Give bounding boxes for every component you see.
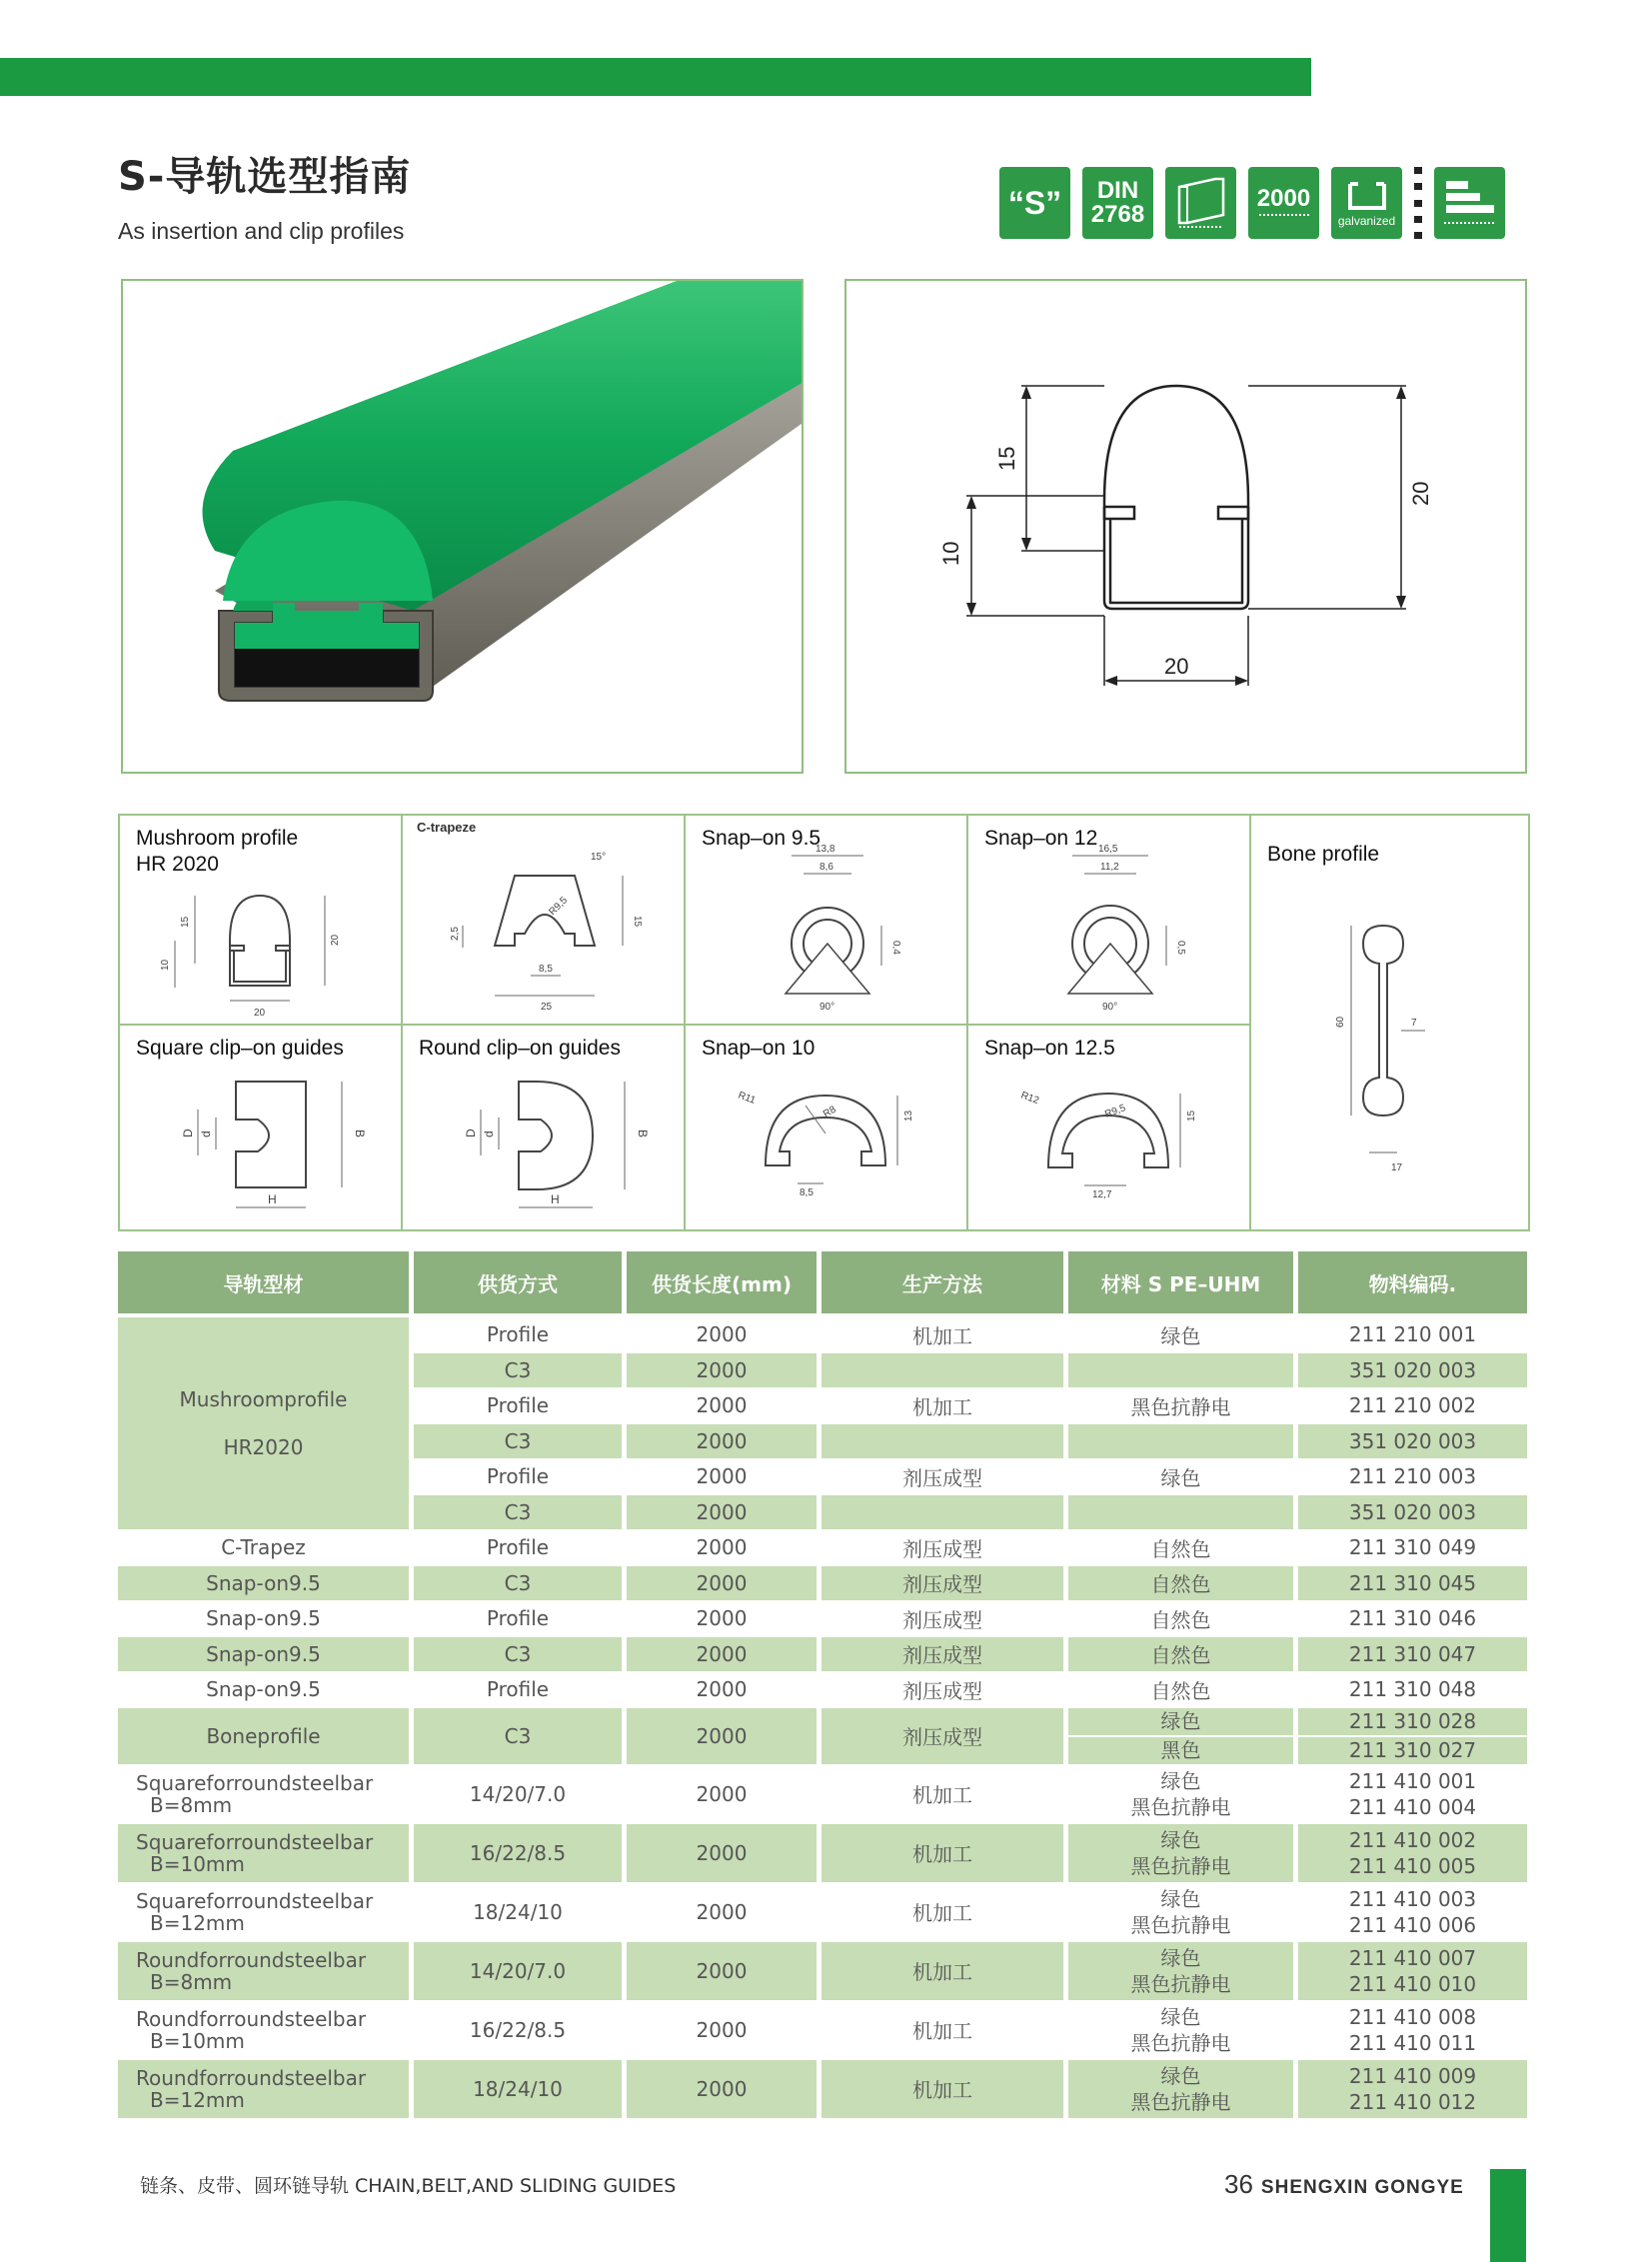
dim-text: 90° bbox=[1102, 1002, 1118, 1013]
table-cell: 18/24/10 bbox=[414, 1883, 627, 1942]
table-cell: 14/20/7.0 bbox=[414, 1942, 627, 2001]
dim-text: 25 bbox=[541, 1002, 553, 1013]
table-cell: 2000 bbox=[627, 1883, 822, 1942]
cell-text: 黑色抗静电 bbox=[1130, 2089, 1231, 2114]
table-cell: Profile bbox=[414, 1672, 627, 1708]
cell-text: Roundforroundsteelbar bbox=[136, 2065, 367, 2090]
table-cell: 2000 bbox=[627, 1708, 822, 1765]
table-cell bbox=[1298, 1942, 1527, 2001]
profile-cell-snap-on-9-5 bbox=[686, 816, 968, 1026]
dim-text: H bbox=[551, 1192, 560, 1206]
dim-text: 13,8 bbox=[816, 844, 835, 855]
table-cell: 绿色 bbox=[1068, 1459, 1298, 1495]
dim-text: 11,2 bbox=[1100, 862, 1119, 873]
table-cell: C3 bbox=[414, 1424, 627, 1460]
col-header: 物料编码. bbox=[1298, 1251, 1527, 1317]
table-cell: Boneprofile bbox=[118, 1708, 414, 1765]
profile-cell-snap-on-10 bbox=[686, 1026, 968, 1229]
cell-text: B=12mm bbox=[150, 2087, 245, 2112]
profile-label: Mushroom profile bbox=[136, 827, 299, 850]
table-cell: 2000 bbox=[627, 1942, 822, 2001]
col-header: 生产方法 bbox=[822, 1251, 1068, 1317]
table-cell: 黑色抗静电 bbox=[1068, 1388, 1298, 1424]
technical-drawing bbox=[844, 279, 1527, 774]
table-cell: 机加工 bbox=[822, 1317, 1068, 1353]
col-header: 材料 S PE–UHM bbox=[1068, 1251, 1298, 1317]
table-cell: 绿色 bbox=[1068, 1317, 1298, 1353]
spec-table bbox=[118, 1251, 1527, 2119]
table-row bbox=[118, 1317, 1527, 1353]
table-cell: Snap-on9.5 bbox=[118, 1672, 414, 1708]
table-cell bbox=[118, 1765, 414, 1824]
dim-text: 20 bbox=[330, 934, 341, 946]
dim-text: H bbox=[268, 1192, 277, 1206]
profile-cell-snap-on-12 bbox=[968, 816, 1251, 1026]
table-cell bbox=[1068, 2001, 1298, 2060]
table-cell: 机加工 bbox=[822, 1942, 1068, 2001]
dim-text: R9,5 bbox=[547, 895, 571, 919]
table-cell: 剂压成型 bbox=[822, 1637, 1068, 1673]
profile-cell-c-trapeze bbox=[403, 816, 686, 1026]
profile-label: Bone profile bbox=[1267, 843, 1380, 866]
page-number: 36 bbox=[1224, 2169, 1253, 2199]
table-cell: 自然色 bbox=[1068, 1530, 1298, 1566]
table-cell bbox=[822, 1495, 1068, 1531]
table-cell: 2000 bbox=[627, 1353, 822, 1389]
profile-label-2: HR 2020 bbox=[136, 853, 219, 876]
table-cell: 2000 bbox=[627, 1672, 822, 1708]
table-cell bbox=[1298, 1883, 1527, 1942]
table-cell bbox=[118, 1883, 414, 1942]
dim-text: 13 bbox=[903, 1110, 914, 1122]
product-photo bbox=[121, 279, 804, 774]
dim-text: R12 bbox=[1018, 1090, 1040, 1108]
cell-text: B=10mm bbox=[150, 2028, 245, 2053]
profile-label: C-trapeze bbox=[417, 820, 477, 835]
cell-text: HR2020 bbox=[223, 1435, 304, 1459]
table-cell: 211 210 001 bbox=[1298, 1317, 1527, 1353]
cell-text: 211 410 001 bbox=[1348, 1768, 1477, 1793]
table-cell: 机加工 bbox=[822, 1883, 1068, 1942]
table-cell: Profile bbox=[414, 1601, 627, 1637]
cell-text: 211 410 009 bbox=[1348, 2063, 1477, 2088]
cell-text: 绿色 bbox=[1160, 1827, 1201, 1852]
dim-text: d bbox=[482, 1131, 496, 1137]
table-cell bbox=[1068, 1765, 1298, 1824]
dim-text: 2,5 bbox=[450, 927, 461, 941]
footer-page-info bbox=[1224, 2169, 1464, 2200]
dim-text: 20 bbox=[254, 1008, 266, 1019]
cell-text: 211 410 007 bbox=[1348, 1945, 1477, 1970]
profile-label: Snap–on 12.5 bbox=[984, 1037, 1115, 1060]
table-row bbox=[118, 1765, 1527, 1824]
profile-grid bbox=[118, 814, 1530, 1231]
mushroom-cell bbox=[118, 1317, 414, 1530]
table-cell bbox=[118, 2001, 414, 2060]
table-cell: 2000 bbox=[627, 1317, 822, 1353]
table-cell: 16/22/8.5 bbox=[414, 1824, 627, 1883]
table-cell bbox=[1068, 1495, 1298, 1531]
table-cell bbox=[822, 1424, 1068, 1460]
table-row bbox=[118, 1824, 1527, 1883]
table-cell: C3 bbox=[414, 1353, 627, 1389]
table-cell: C-Trapez bbox=[118, 1530, 414, 1566]
table-cell: 351 020 003 bbox=[1298, 1353, 1527, 1389]
table-cell: 2000 bbox=[627, 1530, 822, 1566]
table-cell: C3 bbox=[414, 1495, 627, 1531]
cell-text: 211 410 010 bbox=[1348, 1971, 1477, 1996]
table-cell bbox=[1068, 2060, 1298, 2119]
table-cell: 2000 bbox=[627, 1424, 822, 1460]
table-cell: 剂压成型 bbox=[822, 1530, 1068, 1566]
table-cell bbox=[1298, 1765, 1527, 1824]
dim-text: 7 bbox=[1411, 1018, 1417, 1029]
table-cell bbox=[1068, 1353, 1298, 1389]
table-row bbox=[118, 2060, 1527, 2119]
table-cell: 剂压成型 bbox=[822, 1601, 1068, 1637]
table-cell: 2000 bbox=[627, 1566, 822, 1602]
table-cell: Snap-on9.5 bbox=[118, 1566, 414, 1602]
table-cell: 2000 bbox=[627, 1495, 822, 1531]
table-cell: Snap-on9.5 bbox=[118, 1637, 414, 1673]
dim-text: B bbox=[353, 1130, 367, 1138]
table-row bbox=[118, 1601, 1527, 1637]
cell-text: B=10mm bbox=[150, 1851, 245, 1876]
table-cell: 剂压成型 bbox=[822, 1672, 1068, 1708]
profile-label: Round clip–on guides bbox=[419, 1037, 621, 1060]
stacked-lengths-icon bbox=[1434, 167, 1505, 239]
profile-label: Snap–on 12 bbox=[984, 827, 1098, 850]
table-header-row bbox=[118, 1251, 1527, 1317]
table-cell bbox=[118, 1824, 414, 1883]
table-cell bbox=[118, 1942, 414, 2001]
cell-text: Mushroomprofile bbox=[179, 1387, 348, 1411]
dim-text: 10 bbox=[160, 959, 171, 971]
cell-text: 211 410 005 bbox=[1348, 1853, 1477, 1878]
table-cell bbox=[1298, 2060, 1527, 2119]
table-cell: 211 310 047 bbox=[1298, 1637, 1527, 1673]
table-row bbox=[118, 1530, 1527, 1566]
din-badge: DIN 2768 bbox=[1082, 167, 1153, 239]
cell-text: 211 410 008 bbox=[1348, 2004, 1477, 2029]
page-subtitle: As insertion and clip profiles bbox=[118, 218, 405, 244]
table-cell: 211 310 048 bbox=[1298, 1672, 1527, 1708]
table-cell bbox=[822, 1353, 1068, 1389]
table-row bbox=[118, 1883, 1527, 1942]
table-cell: 16/22/8.5 bbox=[414, 2001, 627, 2060]
cell-text: 绿色 bbox=[1160, 1886, 1201, 1911]
profile-label: Snap–on 9.5 bbox=[702, 827, 822, 850]
col-header: 导轨型材 bbox=[118, 1251, 414, 1317]
dim-text: 17 bbox=[1391, 1162, 1403, 1173]
table-cell: 机加工 bbox=[822, 1388, 1068, 1424]
dim-text: d bbox=[199, 1131, 213, 1137]
table-cell: 2000 bbox=[627, 1765, 822, 1824]
cell-text: 211 310 028 bbox=[1298, 1708, 1527, 1737]
dim-text: 15 bbox=[180, 916, 191, 928]
brand-name: SHENGXIN GONGYE bbox=[1260, 2177, 1464, 2198]
table-cell: 2000 bbox=[627, 2060, 822, 2119]
table-cell: 351 020 003 bbox=[1298, 1424, 1527, 1460]
table-cell bbox=[1298, 2001, 1527, 2060]
profile-cell-round-clip-on bbox=[403, 1026, 686, 1229]
table-cell: Profile bbox=[414, 1388, 627, 1424]
table-cell: 2000 bbox=[627, 1601, 822, 1637]
table-cell bbox=[118, 2060, 414, 2119]
dim-text: R11 bbox=[736, 1090, 758, 1107]
cell-text: 黑色 bbox=[1160, 1737, 1201, 1762]
dim-text: D bbox=[464, 1129, 478, 1137]
table-cell: 剂压成型 bbox=[822, 1459, 1068, 1495]
dim-text: 8,5 bbox=[539, 964, 553, 975]
cell-text: 绿色 bbox=[1160, 2063, 1201, 2088]
dim-text: 90° bbox=[820, 1002, 835, 1013]
cell-text: 211 410 002 bbox=[1348, 1827, 1477, 1852]
dim-text: 12,7 bbox=[1092, 1189, 1112, 1200]
footer-caption: 链条、皮带、圆环链导轨 CHAIN,BELT,AND SLIDING GUIDES bbox=[140, 2175, 677, 2197]
dim-10: 10 bbox=[938, 541, 963, 566]
dim-15: 15 bbox=[994, 446, 1019, 471]
dim-20-height: 20 bbox=[1408, 481, 1433, 506]
table-row bbox=[118, 1566, 1527, 1602]
dim-text: 60 bbox=[1335, 1016, 1346, 1028]
table-cell: 14/20/7.0 bbox=[414, 1765, 627, 1824]
cell-text: Roundforroundsteelbar bbox=[136, 2006, 367, 2031]
table-cell: 自然色 bbox=[1068, 1672, 1298, 1708]
cell-text: 绿色 bbox=[1068, 1708, 1293, 1737]
cell-text: B=8mm bbox=[150, 1792, 233, 1817]
table-cell: 剂压成型 bbox=[822, 1708, 1068, 1765]
table-cell: 自然色 bbox=[1068, 1637, 1298, 1673]
cell-text: 211 310 027 bbox=[1348, 1737, 1477, 1762]
cell-text: B=12mm bbox=[150, 1910, 245, 1935]
table-cell: 2000 bbox=[627, 1824, 822, 1883]
cell-text: Squareforroundsteelbar bbox=[136, 1770, 374, 1795]
table-row bbox=[118, 1942, 1527, 2001]
dim-text: 8,5 bbox=[800, 1187, 814, 1198]
dim-text: 15 bbox=[632, 916, 643, 928]
table-cell bbox=[1298, 1708, 1527, 1765]
dim-text: B bbox=[636, 1130, 650, 1138]
table-cell: Profile bbox=[414, 1530, 627, 1566]
table-cell: 351 020 003 bbox=[1298, 1495, 1527, 1531]
cell-text: 黑色抗静电 bbox=[1130, 1853, 1231, 1878]
table-cell: 2000 bbox=[627, 1388, 822, 1424]
s-profile-badge: “S” bbox=[999, 167, 1070, 239]
table-cell: 机加工 bbox=[822, 2060, 1068, 2119]
table-cell bbox=[1068, 1883, 1298, 1942]
table-cell: 2000 bbox=[627, 1637, 822, 1673]
profile-label: Square clip–on guides bbox=[136, 1037, 344, 1060]
table-cell: 211 310 049 bbox=[1298, 1530, 1527, 1566]
table-cell: Profile bbox=[414, 1459, 627, 1495]
cell-text: 绿色 bbox=[1160, 1945, 1201, 1970]
table-cell: 211 210 002 bbox=[1298, 1388, 1527, 1424]
dim-text: R8 bbox=[822, 1104, 838, 1121]
table-cell bbox=[1068, 1708, 1298, 1765]
table-cell: 211 310 046 bbox=[1298, 1601, 1527, 1637]
dim-text: R9,5 bbox=[1103, 1103, 1127, 1121]
page-title: S-导轨选型指南 bbox=[118, 154, 412, 200]
table-cell: C3 bbox=[414, 1637, 627, 1673]
table-row bbox=[118, 1672, 1527, 1708]
cell-text: 黑色抗静电 bbox=[1130, 1971, 1231, 1996]
profile-cell-mushroom bbox=[120, 816, 403, 1026]
cell-text: 211 410 012 bbox=[1348, 2089, 1477, 2114]
cell-text: 211 410 003 bbox=[1348, 1886, 1477, 1911]
table-cell: 自然色 bbox=[1068, 1566, 1298, 1602]
table-cell: 机加工 bbox=[822, 1824, 1068, 1883]
table-cell: 2000 bbox=[627, 1459, 822, 1495]
profile-label: Snap–on 10 bbox=[702, 1037, 816, 1060]
table-cell: 自然色 bbox=[1068, 1601, 1298, 1637]
table-cell: Profile bbox=[414, 1317, 627, 1353]
cell-text: 211 410 004 bbox=[1348, 1794, 1477, 1819]
table-row bbox=[118, 1637, 1527, 1673]
table-cell: 剂压成型 bbox=[822, 1566, 1068, 1602]
table-cell: C3 bbox=[414, 1708, 627, 1765]
cell-text: 黑色抗静电 bbox=[1130, 1912, 1231, 1937]
top-green-bar bbox=[0, 58, 1311, 96]
length-badge: 2000 bbox=[1248, 167, 1319, 239]
dim-text: 15 bbox=[1186, 1110, 1197, 1122]
cell-text: 黑色抗静电 bbox=[1130, 1794, 1231, 1819]
table-cell: Snap-on9.5 bbox=[118, 1601, 414, 1637]
table-row bbox=[118, 1708, 1527, 1765]
table-cell: C3 bbox=[414, 1566, 627, 1602]
galvanized-badge: galvanized bbox=[1331, 167, 1402, 239]
table-cell: 211 310 045 bbox=[1298, 1566, 1527, 1602]
cell-text: Squareforroundsteelbar bbox=[136, 1888, 374, 1913]
dim-20-width: 20 bbox=[1164, 654, 1189, 679]
table-cell bbox=[1068, 1424, 1298, 1460]
footer-green-bar bbox=[1490, 2169, 1526, 2262]
cell-text: 黑色抗静电 bbox=[1130, 2030, 1231, 2055]
cell-text: 211 410 006 bbox=[1348, 1912, 1477, 1937]
table-cell: 机加工 bbox=[822, 1765, 1068, 1824]
profile-cell-square-clip-on bbox=[120, 1026, 403, 1229]
table-cell: 2000 bbox=[627, 2001, 822, 2060]
table-row bbox=[118, 2001, 1527, 2060]
cell-text: 绿色 bbox=[1160, 1768, 1201, 1793]
dim-text: 0,5 bbox=[1175, 941, 1186, 955]
dim-text: 0,4 bbox=[890, 941, 901, 955]
dim-text: D bbox=[181, 1129, 195, 1137]
cell-text: Roundforroundsteelbar bbox=[136, 1947, 367, 1972]
table-cell: 机加工 bbox=[822, 2001, 1068, 2060]
dim-text: 8,6 bbox=[820, 862, 833, 873]
cell-text: Squareforroundsteelbar bbox=[136, 1829, 374, 1854]
col-header: 供货方式 bbox=[414, 1251, 627, 1317]
profile-cross-section-icon bbox=[1165, 167, 1236, 239]
dim-text: 15° bbox=[591, 852, 607, 863]
cell-text: B=8mm bbox=[150, 1969, 233, 1994]
dim-text: 16,5 bbox=[1098, 844, 1118, 855]
col-header: 供货长度(mm) bbox=[627, 1251, 822, 1317]
table-cell bbox=[1068, 1824, 1298, 1883]
table-cell: 18/24/10 bbox=[414, 2060, 627, 2119]
table-cell bbox=[1068, 1942, 1298, 2001]
table-cell: 211 210 003 bbox=[1298, 1459, 1527, 1495]
profile-cell-snap-on-12-5 bbox=[968, 1026, 1251, 1229]
table-cell bbox=[1298, 1824, 1527, 1883]
profile-cell-bone bbox=[1251, 816, 1528, 1229]
cell-text: 211 410 011 bbox=[1348, 2030, 1477, 2055]
spec-badges bbox=[999, 167, 1505, 239]
separator-dots bbox=[1414, 167, 1422, 239]
cell-text: 绿色 bbox=[1160, 2004, 1201, 2029]
